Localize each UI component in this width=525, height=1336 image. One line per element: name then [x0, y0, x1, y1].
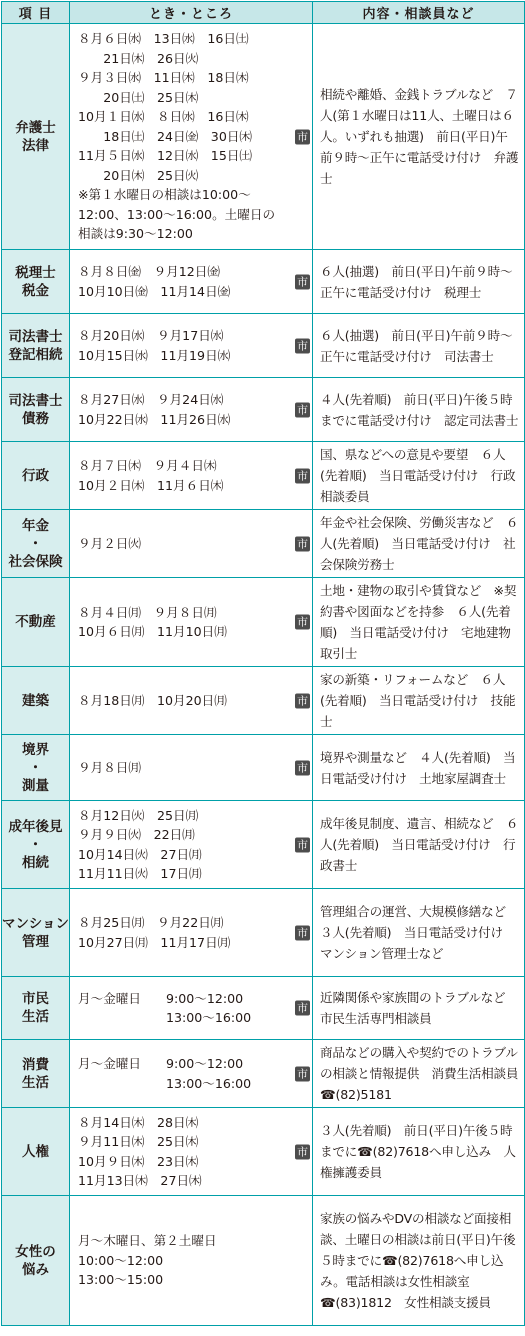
item-label: 社会保険 — [8, 553, 63, 570]
item-label: ・ — [28, 836, 43, 853]
city-hall-badge-icon: 市 — [297, 469, 308, 482]
schedule-line: ８月20日㈬ ９月17日㈬ — [78, 328, 224, 343]
item-label: 行政 — [22, 467, 49, 484]
table-row — [2, 314, 525, 378]
schedule-hours: 9:00～12:00 — [166, 1056, 244, 1071]
table-row — [2, 735, 525, 801]
detail-text: ６人(抽選) 前日(平日)午前９時～正午に電話受け付け 司法書士 — [320, 327, 513, 364]
city-hall-badge-icon: 市 — [297, 694, 308, 707]
detail-cell — [313, 977, 525, 1040]
schedule-line: ８月８日㈮ ９月12日㈮ — [78, 264, 220, 279]
detail-text: ６人(抽選) 前日(平日)午前９時～正午に電話受け付け 税理士 — [320, 263, 513, 300]
city-hall-badge-icon: 市 — [297, 926, 308, 939]
item-label: 悩み — [22, 1261, 49, 1278]
detail-cell — [313, 378, 525, 442]
detail-cell — [313, 24, 525, 250]
detail-cell — [313, 735, 525, 801]
detail-cell — [313, 250, 525, 314]
schedule-days: 月～金曜日 — [78, 990, 141, 1006]
schedule-line: 10月２日㈭ 11月６日㈭ — [78, 477, 224, 493]
detail-text: 商品などの購入や契約でのトラブルの相談と情報提供 消費生活相談員☎(82)5181 — [320, 1045, 519, 1102]
table-row — [2, 889, 525, 977]
detail-cell — [313, 510, 525, 578]
detail-text: 近隣関係や家族間のトラブルなど 市民生活専門相談員 — [320, 990, 518, 1026]
item-cell — [2, 667, 70, 735]
item-cell — [2, 801, 70, 889]
table-row — [2, 801, 525, 889]
schedule-cell — [70, 510, 313, 578]
table-row — [2, 378, 525, 442]
schedule-hours: 13:00～16:00 — [166, 1010, 252, 1025]
item-label: 生活 — [22, 1074, 49, 1091]
city-hall-badge-icon: 市 — [297, 1145, 308, 1158]
schedule-line: 10月15日㈬ 11月19日㈬ — [78, 347, 231, 363]
schedule-cell — [70, 578, 313, 667]
table-row — [2, 510, 525, 578]
schedule-days: 月～金曜日 — [78, 1056, 141, 1071]
schedule-line: 11月５日㈬ 12日㈬ 15日㈯ — [78, 148, 253, 164]
schedule-line: ８月14日㈭ 28日㈭ — [78, 1114, 199, 1130]
detail-text: ４人(先着順) 前日(平日)午後５時までに電話受け付け 認定司法書士 — [320, 391, 519, 428]
schedule-line: ８月７日㈭ ９月４日㈭ — [78, 458, 217, 473]
table-row — [2, 667, 525, 735]
schedule-line: ８月18日㈪ 10月20日㈪ — [78, 692, 227, 708]
item-cell — [2, 735, 70, 801]
item-cell — [2, 578, 70, 667]
header-details: 内容・相談員など — [313, 2, 525, 24]
table-row — [2, 977, 525, 1040]
item-label: 税金 — [22, 282, 49, 299]
schedule-line: 11月11日㈫ 17日㈪ — [78, 866, 202, 881]
item-label: 境界 — [22, 741, 49, 758]
item-label: 登記相続 — [8, 346, 63, 363]
schedule-line: 10月６日㈪ 11月10日㈪ — [78, 624, 227, 639]
schedule-line: 11月13日㈭ 27日㈭ — [78, 1173, 202, 1188]
schedule-line: 月～木曜日、第２土曜日 — [78, 1233, 217, 1249]
table-row — [2, 24, 525, 250]
schedule-hours: 13:00～16:00 — [166, 1075, 252, 1091]
item-cell — [2, 442, 70, 510]
schedule-line: 10月10日㈮ 11月14日㈮ — [78, 283, 231, 299]
schedule-line: ９月３日㈬ 11日㈭ 18日㈭ — [78, 70, 249, 86]
item-cell — [2, 1040, 70, 1108]
schedule-cell — [70, 977, 313, 1040]
item-cell — [2, 977, 70, 1040]
detail-text: 土地・建物の取引や賃貸など ※契約書や図面などを持参 ６人(先着順) 当日電話受け付け 宅地建物取引士 — [320, 583, 517, 661]
schedule-cell — [70, 1108, 313, 1196]
detail-cell — [313, 667, 525, 735]
schedule-line: ８月25日㈪ ９月22日㈪ — [78, 915, 224, 930]
schedule-note: ※第１水曜日の相談は10:00～12:00、13:00～16:00。土曜日の相談は9:30～12:00 — [78, 187, 276, 242]
item-cell — [2, 314, 70, 378]
item-label: 測量 — [22, 777, 49, 794]
item-label: 成年後見 — [8, 818, 63, 835]
detail-text: 管理組合の運営、大規模修繕など ３人(先着順) 当日電話受け付け マンション管理士など — [320, 904, 519, 961]
table-row — [2, 1108, 525, 1196]
detail-cell — [313, 314, 525, 378]
table-row — [2, 1040, 525, 1108]
schedule-line: ９月11日㈭ 25日㈭ — [78, 1134, 199, 1149]
detail-cell — [313, 578, 525, 667]
header-when-where: とき・ところ — [70, 2, 313, 24]
city-hall-badge-icon: 市 — [297, 838, 308, 851]
item-label: 建築 — [22, 692, 49, 709]
detail-cell — [313, 801, 525, 889]
detail-cell — [313, 1108, 525, 1196]
detail-cell — [313, 889, 525, 977]
item-label: 司法書士 — [8, 392, 63, 409]
item-label: マンション — [2, 915, 69, 932]
item-cell — [2, 510, 70, 578]
item-label: 管理 — [22, 933, 49, 950]
schedule-line: 21日㈭ 26日㈫ — [78, 50, 199, 66]
schedule-cell — [70, 889, 313, 977]
item-label: 消費 — [22, 1056, 49, 1073]
item-cell — [2, 378, 70, 442]
detail-text: 家族の悩みやDVの相談など面接相談、土曜日の相談は前日(平日)午後５時までに☎(82)7618へ申し込み。電話相談は女性相談室☎(83)1812 女性相談支援員 — [320, 1211, 516, 1310]
schedule-cell — [70, 1196, 313, 1326]
item-label: ・ — [28, 759, 43, 776]
schedule-line — [78, 1074, 286, 1094]
schedule-line — [78, 989, 286, 1009]
schedule-line: ９月９日㈫ 22日㈪ — [78, 827, 195, 842]
schedule-cell — [70, 735, 313, 801]
city-hall-badge-icon: 市 — [297, 761, 308, 774]
detail-text: 年金や社会保険、労働災害など ６人(先着順) 当日電話受け付け 社会保険労務士 — [320, 515, 519, 572]
detail-text: ３人(先着順) 前日(平日)午後５時までに☎(82)7618へ申し込み 人権擁護委員 — [320, 1123, 516, 1180]
item-label: 弁護士 — [15, 119, 56, 136]
schedule-cell — [70, 250, 313, 314]
header-item: 項 目 — [2, 2, 70, 24]
city-hall-badge-icon: 市 — [297, 1001, 308, 1015]
item-label: 債務 — [22, 410, 49, 427]
city-hall-badge-icon: 市 — [297, 339, 308, 352]
item-label: 税理士 — [15, 264, 56, 281]
schedule-line: ８月４日㈪ ９月８日㈪ — [78, 604, 217, 620]
detail-text: 境界や測量など ４人(先着順) 当日電話受け付け 土地家屋調査士 — [320, 749, 516, 786]
detail-cell — [313, 1040, 525, 1108]
table-row — [2, 250, 525, 314]
schedule-line: ８月12日㈫ 25日㈪ — [78, 807, 199, 823]
item-cell — [2, 1108, 70, 1196]
city-hall-badge-icon: 市 — [297, 403, 308, 416]
table-row — [2, 442, 525, 510]
item-label: 法律 — [22, 137, 49, 154]
item-label: 相続 — [22, 854, 49, 871]
item-cell — [2, 1196, 70, 1326]
table-row — [2, 1196, 525, 1326]
schedule-line: 10月22日㈬ 11月26日㈬ — [78, 411, 231, 427]
schedule-line: 13:00～15:00 — [78, 1272, 164, 1288]
schedule-cell — [70, 378, 313, 442]
city-hall-badge-icon: 市 — [297, 615, 308, 629]
item-label: 市民 — [22, 991, 49, 1007]
item-cell — [2, 24, 70, 250]
consultation-table — [1, 1, 525, 1326]
item-label: 生活 — [22, 1009, 49, 1025]
header-row — [2, 2, 525, 24]
item-label: 女性の — [15, 1243, 56, 1260]
item-label: 不動産 — [15, 614, 56, 630]
schedule-line: 18日㈯ 24日㈮ 30日㈭ — [78, 128, 253, 144]
schedule-cell — [70, 1040, 313, 1108]
schedule-line: 10月９日㈭ 23日㈭ — [78, 1153, 199, 1169]
table-body — [2, 24, 525, 1326]
schedule-line: ８月27日㈬ ９月24日㈬ — [78, 392, 224, 407]
city-hall-badge-icon: 市 — [297, 1067, 308, 1080]
detail-text: 国、県などへの意見や要望 ６人(先着順) 当日電話受け付け 行政相談委員 — [320, 447, 516, 504]
schedule-line: 10月14日㈫ 27日㈪ — [78, 846, 202, 862]
city-hall-badge-icon: 市 — [297, 130, 308, 143]
item-label: 人権 — [22, 1143, 49, 1160]
schedule-line: ８月６日㈬ 13日㈬ 16日㈯ — [78, 31, 249, 47]
item-cell — [2, 250, 70, 314]
schedule-hours: 9:00～12:00 — [166, 990, 244, 1006]
schedule-cell — [70, 24, 313, 250]
item-label: 年金 — [22, 517, 49, 534]
detail-text: 相続や離婚、金銭トラブルなど ７人(第１水曜日は11人、土曜日は６人。いずれも抽選) 前日(平日)午前９時～正午に電話受け付け 弁護士 — [320, 87, 519, 186]
detail-text: 成年後見制度、遺言、相続など ６人(先着順) 当日電話受け付け 行政書士 — [320, 816, 519, 873]
detail-cell — [313, 442, 525, 510]
schedule-line: 20日㈭ 25日㈫ — [78, 167, 199, 183]
item-label: 司法書士 — [8, 328, 63, 345]
schedule-cell — [70, 442, 313, 510]
schedule-line — [78, 1008, 286, 1028]
city-hall-badge-icon: 市 — [297, 537, 308, 550]
schedule-line: 20日㈯ 25日㈭ — [78, 89, 199, 105]
schedule-line: 10月27日㈪ 11月17日㈪ — [78, 934, 231, 950]
detail-cell — [313, 1196, 525, 1326]
detail-text: 家の新築・リフォームなど ６人(先着順) 当日電話受け付け 技能士 — [320, 672, 516, 729]
schedule-line: ９月８日㈪ — [78, 759, 141, 775]
schedule-line: ９月２日㈫ — [78, 535, 141, 551]
schedule-cell — [70, 667, 313, 735]
schedule-cell — [70, 801, 313, 889]
schedule-cell — [70, 314, 313, 378]
item-cell — [2, 889, 70, 977]
schedule-line — [78, 1054, 286, 1074]
table-row — [2, 578, 525, 667]
schedule-line: 10月１日㈬ ８日㈬ 16日㈭ — [78, 109, 249, 125]
schedule-line: 10:00～12:00 — [78, 1252, 164, 1268]
item-label: ・ — [28, 535, 43, 552]
city-hall-badge-icon: 市 — [297, 275, 308, 288]
